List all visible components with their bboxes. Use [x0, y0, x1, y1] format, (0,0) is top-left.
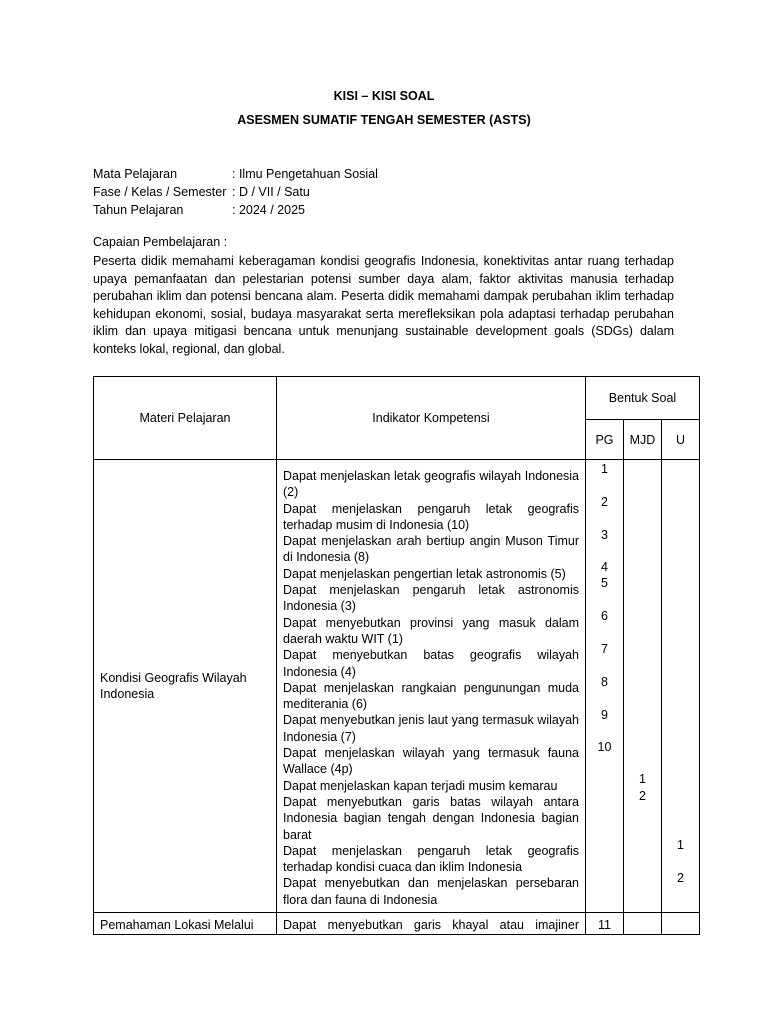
- info-value: : Ilmu Pengetahuan Sosial: [232, 167, 378, 181]
- info-label: Mata Pelajaran: [93, 167, 178, 181]
- indikator-item: Dapat menjelaskan rangkaian pengunungan muda mediterania (6): [283, 680, 579, 712]
- materi-cell: Kondisi Geografis Wilayah Indonesia: [94, 460, 277, 913]
- pg-number: 6: [601, 609, 608, 623]
- mjd-cell: [624, 913, 662, 935]
- mjd-number: 1: [639, 772, 646, 786]
- header-pg: PG: [586, 420, 624, 460]
- header-mjd: MJD: [624, 420, 662, 460]
- materi-cell: Pemahaman Lokasi Melalui: [94, 913, 277, 935]
- indikator-item: Dapat menjelaskan pengaruh letak astronomis Indonesia (3): [283, 583, 579, 614]
- indikator-item: Dapat menyebutkan provinsi yang masuk dalam daerah waktu WIT (1): [283, 615, 579, 646]
- u-cell: [662, 913, 700, 935]
- indikator-list: [283, 468, 579, 908]
- indikator-item: Dapat menjelaskan letak geografis wilayah Indonesia (2): [283, 469, 579, 500]
- indikator-item: Dapat menyebutkan jenis laut yang termasuk wilayah Indonesia (7): [283, 713, 579, 744]
- pg-number: 5: [601, 576, 608, 590]
- indikator-cell: [277, 460, 586, 913]
- info-label: Tahun Pelajaran: [93, 203, 184, 217]
- document-subtitle: ASESMEN SUMATIF TENGAH SEMESTER (ASTS): [237, 113, 531, 127]
- pg-cell: [586, 460, 624, 913]
- indikator-item: Dapat menyebutkan garis batas wilayah antara Indonesia bagian tengah dengan Indonesia bagian barat: [283, 794, 579, 842]
- indikator-item: Dapat menjelaskan pengertian letak astronomis (5): [283, 566, 566, 581]
- pg-number: 9: [601, 708, 608, 722]
- indikator-item: Dapat menjelaskan pengaruh letak geografis terhadap musim di Indonesia (10): [283, 501, 579, 532]
- indikator-item: Dapat menjelaskan kapan terjadi musim kemarau: [283, 778, 558, 793]
- info-value: : 2024 / 2025: [232, 203, 305, 217]
- pg-number: 4: [601, 560, 608, 574]
- pg-number: 1: [601, 462, 608, 476]
- pg-number: 3: [601, 528, 608, 542]
- document-title: KISI – KISI SOAL: [333, 89, 435, 103]
- indikator-item: Dapat menyebutkan batas geografis wilayah Indonesia (4): [283, 648, 579, 679]
- info-row-fase: [93, 183, 378, 201]
- info-block: [93, 165, 378, 219]
- info-label: Fase / Kelas / Semester: [93, 185, 227, 199]
- header-materi: Materi Pelajaran: [94, 377, 277, 460]
- capaian-text: Peserta didik memahami keberagaman kondisi geografis Indonesia, konektivitas antar ruang terhadap upaya pemanfaatan dan pelestarian potensi sumber daya alam, faktor aktivitas manusia terhadap perubahan iklim dan potensi bencana alam. Peserta didik memahami dampak perubahan iklim terhadap kehidupan ekonomi, sosial, budaya masyarakat serta merefleksikan pola adaptasi terhadap perubahan iklim dan upaya mitigasi bencana untuk menunjang sustainable development goals (SDGs) dalam konteks lokal, regional, dan global.: [93, 254, 674, 356]
- mjd-cell: [624, 460, 662, 913]
- indikator-item: Dapat menjelaskan wilayah yang termasuk fauna Wallace (4p): [283, 746, 579, 777]
- header-indikator: Indikator Kompetensi: [277, 377, 586, 460]
- table-row: [94, 913, 700, 935]
- mjd-number: 2: [639, 789, 646, 803]
- pg-number: 2: [601, 495, 608, 509]
- info-value: : D / VII / Satu: [232, 185, 310, 199]
- indikator-item: Dapat menjelaskan arah bertiup angin Muson Timur di Indonesia (8): [283, 534, 579, 565]
- u-number: 1: [677, 838, 684, 852]
- u-cell: [662, 460, 700, 913]
- capaian-label: Capaian Pembelajaran :: [93, 235, 228, 249]
- header-bentuk-soal: Bentuk Soal: [586, 377, 700, 420]
- table-row: [94, 460, 700, 913]
- info-row-mapel: [93, 165, 378, 183]
- indikator-item: Dapat menyebutkan dan menjelaskan persebaran flora dan fauna di Indonesia: [283, 876, 579, 907]
- pg-cell: 11: [586, 913, 624, 935]
- pg-number: 7: [601, 642, 608, 656]
- info-row-tahun: [93, 201, 378, 219]
- header-row-1: [94, 377, 700, 420]
- indikator-cell: Dapat menyebutkan garis khayal atau imajiner: [277, 913, 586, 935]
- u-number: 2: [677, 871, 684, 885]
- indikator-item: Dapat menjelaskan pengaruh letak geografis terhadap kondisi cuaca dan iklim Indonesia: [283, 843, 579, 875]
- header-u: U: [662, 420, 700, 460]
- pg-number: 10: [597, 740, 612, 754]
- kisi-table: [93, 376, 700, 935]
- pg-number: 8: [601, 675, 608, 689]
